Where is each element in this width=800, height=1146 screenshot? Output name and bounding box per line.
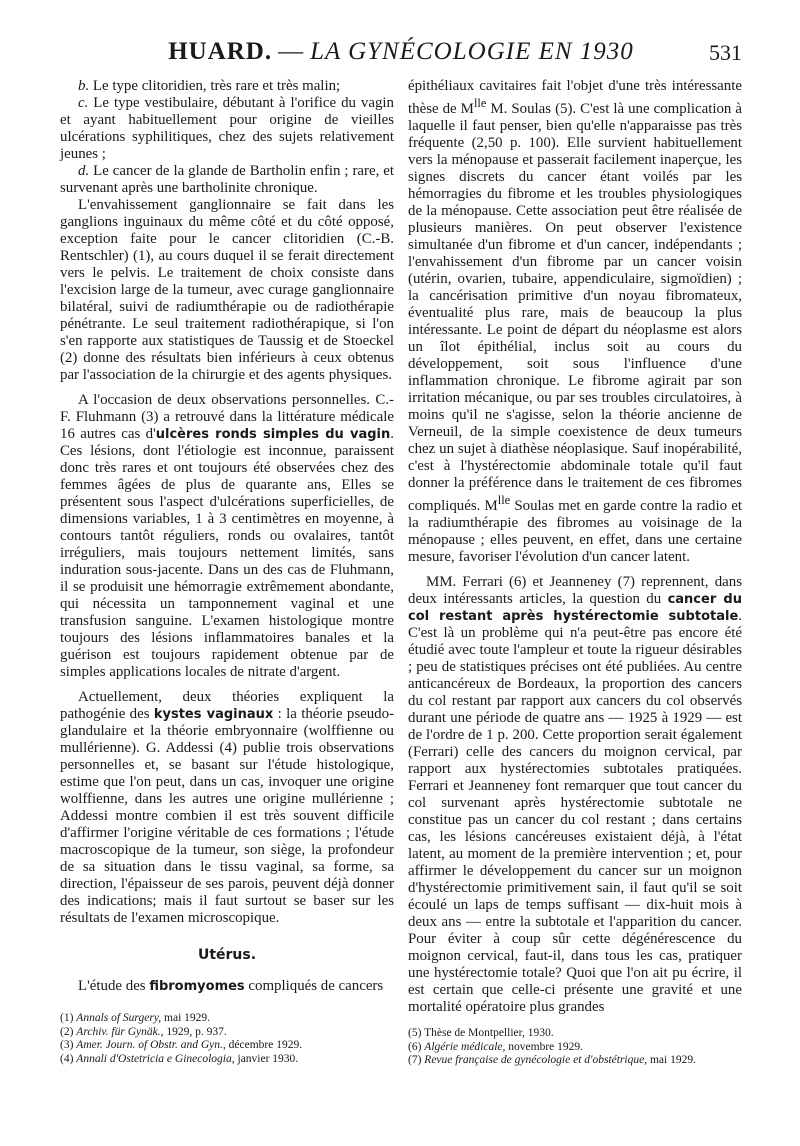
footnote-number: (3) xyxy=(60,1039,74,1051)
paragraph-type-d xyxy=(60,163,394,197)
paragraph-text: M. Soulas (5). C'est là une complication à laquelle il faut penser, bien qu'elle n'apparaisse pas très fréquente (2,50 p. 100). Elle survient habituellement vers la ménopause et passerait facilement inaperçue, les signes discrets du cancer étant voilés par les hémorragies du fibrome et les troubles physiologiques de la ménopause. Cette association peut être réalisée de plusieurs manières. On peut observer l'existence simultanée d'un fibrome et d'un cancer, indépendants ; l'envahissement d'un fibrome par un cancer voisin (utérin, ovarien, tubaire, appendiculaire, sigmoïdien) ; la cancérisation primitive d'un noyau fibromateux, éventualité plus rare, mais de beaucoup la plus intéressante. Le point de départ du néoplasme est alors un îlot épithélial, inclus soit au cours du développement, soit sous l'influence d'une inflammation chronique. Le fibrome agirait par son irritation mécanique, ou par ses troubles circulatoires, à moins qu'il ne s'agisse, selon la théorie ancienne de Verneuil, de la simple coexistence de deux tumeurs chez un sujet à diathèse néoplasique. Sauf inopérabilité, c'est à l'hystérectomie abdominale totale qu'il faut donner la préférence dans le traitement de ces fibromes compliqués. M xyxy=(408,100,742,514)
footnote xyxy=(408,1027,742,1041)
paragraph-text: L'étude des xyxy=(78,978,150,994)
paragraph-text: Soulas met en garde contre la radio et la radiumthérapie des fibromes au voisinage de la ménopause ; elles peuvent, en effet, dans une certaine mesure, favoriser l'évolution d'un cancer latent. xyxy=(408,497,742,565)
footnote-number: (7) xyxy=(408,1054,422,1066)
footnote xyxy=(408,1041,742,1055)
paragraph-vaginal-ulcers xyxy=(60,392,394,681)
footnote-source: Archiv. für Gynäk., xyxy=(76,1025,164,1038)
list-label: d. xyxy=(78,163,90,179)
paragraph-text: compliqués de cancers xyxy=(244,978,384,994)
keyword-vaginal-cysts: kystes vaginaux xyxy=(153,707,274,722)
paragraph-cervical-stump xyxy=(408,574,742,1016)
keyword-vaginal-ulcers: ulcères ronds simples du vagin xyxy=(155,427,391,442)
footnote-source: Annali d'Ostetricia e Ginecologia, xyxy=(76,1052,235,1065)
left-column xyxy=(60,78,394,995)
footnote-source: Revue française de gynécologie et d'obstétrique, xyxy=(424,1054,648,1066)
paragraph-type-c xyxy=(60,95,394,163)
keyword-cervical-stump-cancer: cancer du col restant après hystérectomie subtotale xyxy=(408,591,742,624)
list-label: b. xyxy=(78,78,90,94)
footnote-detail: janvier 1930. xyxy=(234,1052,299,1065)
footnote-detail: Thèse de Montpellier, 1930. xyxy=(424,1027,554,1039)
paragraph-lymph-nodes: L'envahissement ganglionnaire se fait dans les ganglions inguinaux du même côté et du côté opposé, exception faite pour le cancer clitoridien (C.-B. Rentschler) (1), au cours duquel il se ferait directement vers le pelvis. Le traitement de choix consiste dans l'excision large de la tumeur, avec curage ganglionnaire bilatéral, suivi de radiumthérapie ou de radiothérapie pénétrante. Le seul traitement radiothérapique, si l'on s'en rapporte aux statistiques de Taussig et de Stoeckel (2) donne des résultats bien inférieurs à ceux obtenus par l'association de la chirurgie et des agents physiques. xyxy=(60,197,394,383)
footnote xyxy=(60,1012,394,1026)
running-title xyxy=(60,38,742,66)
paragraph-type-b xyxy=(60,78,394,95)
paragraph-text: MM. Ferrari (6) et Jeanneney (7) reprennent, dans deux intéressants articles, la question du xyxy=(408,573,742,607)
header-separator: — xyxy=(278,38,305,65)
footnote-number: (2) xyxy=(60,1025,74,1038)
paragraph-text: Le cancer de la glande de Bartholin enfin ; rare, et survenant après une bartholinite chronique. xyxy=(60,163,394,196)
footnote-number: (1) xyxy=(60,1012,74,1024)
footnotes-right xyxy=(408,1027,742,1068)
footnote-source: Algérie médicale, xyxy=(424,1040,506,1053)
paragraph-fibromyomas xyxy=(60,978,394,995)
footnote-detail: 1929, p. 937. xyxy=(163,1025,227,1038)
footnote xyxy=(60,1026,394,1040)
footnote xyxy=(408,1054,742,1068)
superscript-lle: lle xyxy=(497,492,511,507)
right-column xyxy=(408,78,742,1016)
footnotes-left xyxy=(60,1012,394,1066)
footnote-number: (5) xyxy=(408,1027,422,1039)
paragraph-text: Le type vestibulaire, débutant à l'orifice du vagin et ayant habituellement pour origine de vieilles ulcérations syphilitiques, chez des sujets relativement jeunes ; xyxy=(60,95,394,162)
footnote-detail: décembre 1929. xyxy=(225,1039,303,1051)
paragraph-text: . C'est là un problème qui n'a peut-être pas encore été étudié avec toute l'ampleur et toute la rigueur désirables ; peu de statistiques précises ont été publiées. Au centre anticancéreux de Bordeaux, la proportion des cancers du col restant par rapport aux cancers du col observés durant une période de quatre ans — 1925 à 1929 — est de l'ordre de 1 p. 200. Cette proportion serait également (Ferrari) celle des cancers du moignon cervical, par rapport aux hystérectomies subtotales pratiquées. Ferrari et Jeanneney font remarquer que tout cancer du col survenant après hystérectomie subtotale ne constitue pas un cancer du col restant ; dans certains cas, les lésions cancéreuses existaient déjà, à l'état latent, au moment de la première intervention ; et, pour affirmer le développement du cancer sur un moignon d'hystérectomie primitivement sain, il faut qu'il se soit écoulé un laps de temps suffisant — dix-huit mois à deux ans — entre la subtotale et l'apparition du cancer. Pour éviter à coup sûr cette dégénérescence du moignon cervical, faut-il, dans tous les cas, pratiquer une hystérectomie totale? Quoi que l'on ait pu écrire, il est certain que celle-ci présente une gravité et une mortalité opératoire plus grandes xyxy=(408,607,742,1015)
paragraph-text: épithéliaux cavitaires fait l'objet d'une très intéressante thèse de M xyxy=(408,78,742,117)
paragraph-fibroma-cancer xyxy=(408,78,742,566)
paragraph-text: : la théorie pseudo-glandulaire et la théorie embryonnaire (wolffienne ou mullérienne). G. Addessi (4) publie trois observations personnelles et, se basant sur l'étude histologique, estime que l'on peut, dans un cas, invoquer une origine wolffienne, dans les autres une origine mullérienne ; Addessi montre combien il est très souvent difficile d'affirmer l'origine véritable de ces formations ; l'étude macroscopique de la tumeur, son siège, la profondeur de sa situation dans le tissu vaginal, sa forme, sa direction, l'épaisseur de ses parois, peuvent déjà donner des indications; mais il faut surtout se baser sur les résultats de l'examen microscopique. xyxy=(60,706,395,926)
keyword-fibromyomas: fibromyomes xyxy=(149,979,245,994)
paragraph-text: Actuellement, deux théories expliquent la pathogénie des xyxy=(60,689,394,722)
superscript-lle: lle xyxy=(473,96,487,110)
footnote-number: (6) xyxy=(408,1040,422,1053)
footnote-detail: mai 1929. xyxy=(161,1012,211,1024)
paragraph-text: . Ces lésions, dont l'étiologie est inconnue, paraissent donc très rares et ont toujours été observées chez des femmes âgées de plus de quarante ans, Elles se présentent sous l'aspect d'ulcérations superficielles, de dimensions variables, 1 à 3 centimètres en moyenne, à contours tantôt réguliers, ronds ou ovalaires, tantôt irréguliers, mais toujours nettement limités, sans induration sous-jacente. Dans un des cas de Fluhmann, il se produisit une hémorragie extrêmement abondante, qui nécessita un tamponnement vaginal et une transfusion sanguine. L'examen histologique montre toujours des lésions inflammatoires banales et la guérison est toujours rapidement obtenue par de simples applications locales de nitrate d'argent. xyxy=(60,426,394,680)
header-author: HUARD. xyxy=(168,38,273,65)
list-label: c. xyxy=(78,95,89,111)
paragraph-vaginal-cysts xyxy=(60,689,394,927)
section-title-uterus: Utérus. xyxy=(197,947,257,963)
running-header xyxy=(60,38,742,78)
footnote-source: Annals of Surgery, xyxy=(76,1012,162,1024)
footnote-number: (4) xyxy=(60,1052,74,1065)
footnote-source: Amer. Journ. of Obstr. and Gyn., xyxy=(76,1039,226,1051)
header-work-title: LA GYNÉCOLOGIE EN 1930 xyxy=(310,38,634,65)
footnote-detail: novembre 1929. xyxy=(505,1040,584,1053)
footnote xyxy=(60,1053,394,1067)
paragraph-text: A l'occasion de deux observations personnelles. C.-F. Fluhmann (3) a retrouvé dans la littérature médicale 16 autres cas d' xyxy=(60,392,394,442)
paragraph-text: Le type clitoridien, très rare et très malin; xyxy=(92,78,341,94)
footnote xyxy=(60,1039,394,1053)
page-number: 531 xyxy=(709,40,742,65)
footnote-detail: mai 1929. xyxy=(647,1054,696,1066)
